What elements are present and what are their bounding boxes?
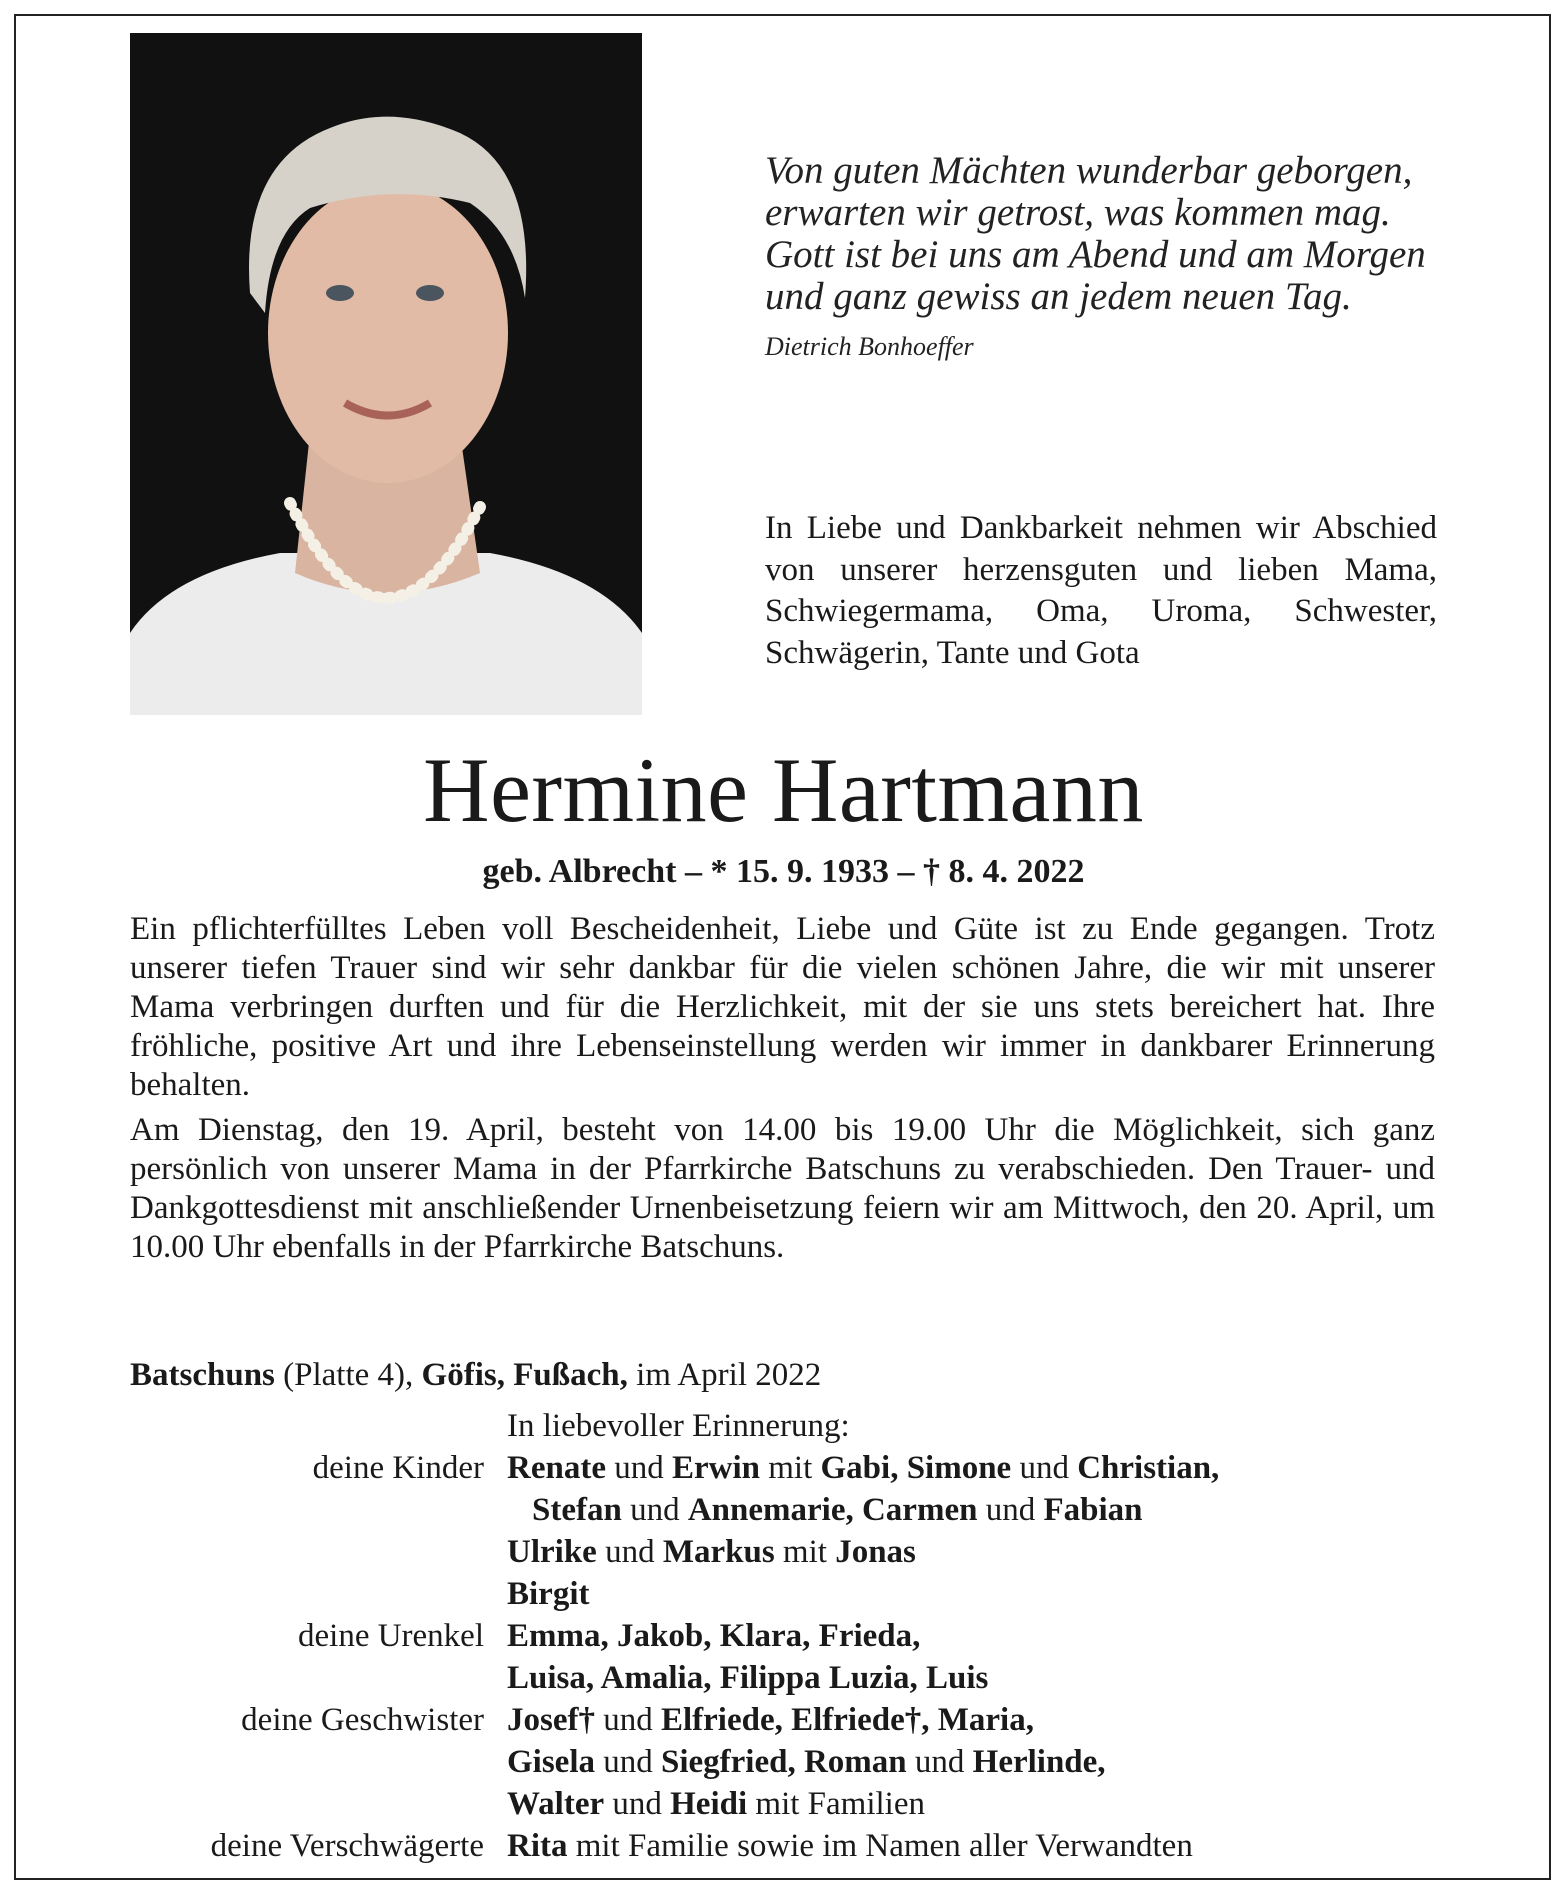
family-member-name: Annemarie, Carmen xyxy=(687,1492,978,1528)
family-row xyxy=(0,1783,1567,1825)
poem-line: und ganz gewiss an jedem neuen Tag. xyxy=(765,275,1352,318)
family-names xyxy=(507,1741,1106,1783)
family-member-name: Josef† xyxy=(507,1702,595,1738)
family-member-name: Siegfried, Roman xyxy=(661,1744,907,1780)
family-label: deine Kinder xyxy=(312,1450,484,1486)
place-town: Batschuns xyxy=(130,1357,275,1393)
family-member-name: Heidi xyxy=(670,1786,748,1822)
family-names xyxy=(507,1657,988,1699)
family-member-name: Christian, xyxy=(1077,1450,1220,1486)
family-member-name: Gabi, Simone xyxy=(820,1450,1012,1486)
family-label: deine Urenkel xyxy=(298,1618,484,1654)
family-member-name: Rita xyxy=(507,1828,568,1864)
family-row xyxy=(0,1447,1567,1489)
family-names xyxy=(507,1699,1034,1741)
family-row xyxy=(0,1825,1567,1867)
family-names xyxy=(507,1825,1193,1867)
obituary-body xyxy=(130,910,1435,1273)
family-member-name: Ulrike xyxy=(507,1534,597,1570)
family-member-name: Renate xyxy=(507,1450,606,1486)
poem-line: Von guten Mächten wunderbar geborgen, xyxy=(765,149,1413,192)
family-member-name: Herlinde, xyxy=(972,1744,1106,1780)
family-names xyxy=(532,1489,1143,1531)
family-connector: mit xyxy=(774,1534,836,1570)
body-paragraph: Ein pflichterfülltes Leben voll Bescheidenheit, Liebe und Güte ist zu Ende gegangen. Trotz unserer tiefen Trauer sind wir sehr dankbar für die vielen schönen Jahre, die wir mit unserer Mama verbringen durften und für die Herzlichkeit, mit der sie uns stets bereichert hat. Ihre fröhliche, positive Art und ihre Lebenseinstellung werden wir immer in dankbarer Erinnerung behalten. xyxy=(130,911,1435,1103)
family-connector: und xyxy=(621,1492,688,1528)
family-member-name: Elfriede, Elfriede†, Maria, xyxy=(660,1702,1034,1738)
family-label: deine Geschwister xyxy=(241,1702,484,1738)
birth-death-dates: geb. Albrecht – * 15. 9. 1933 – † 8. 4. 2022 xyxy=(482,853,1085,890)
family-connector: und xyxy=(596,1534,663,1570)
family-member-name: Jonas xyxy=(835,1534,916,1570)
family-row xyxy=(0,1531,1567,1573)
family-connector: und xyxy=(604,1786,671,1822)
family-names xyxy=(507,1783,925,1825)
place-towns: Göfis, Fußach, xyxy=(421,1357,628,1393)
family-row xyxy=(0,1699,1567,1741)
family-connector: und xyxy=(605,1450,672,1486)
family-connector: und xyxy=(1011,1450,1078,1486)
family-row xyxy=(0,1657,1567,1699)
place-date: im April 2022 xyxy=(627,1357,822,1393)
family-list xyxy=(0,1405,1567,1867)
family-names xyxy=(507,1573,589,1615)
family-member-name: Stefan xyxy=(532,1492,622,1528)
poem-line: erwarten wir getrost, was kommen mag. xyxy=(765,191,1391,234)
family-member-name: Birgit xyxy=(507,1576,590,1612)
family-connector: und xyxy=(977,1492,1044,1528)
family-connector: und xyxy=(594,1702,661,1738)
family-names xyxy=(507,1447,1219,1489)
family-label: deine Verschwägerte xyxy=(210,1828,484,1864)
poem-line: Gott ist bei uns am Abend und am Morgen xyxy=(765,233,1426,276)
family-row xyxy=(0,1405,1567,1447)
family-member-name: Gisela xyxy=(507,1744,595,1780)
place-detail: (Platte 4), xyxy=(274,1357,422,1393)
portrait-photo xyxy=(130,33,642,715)
body-paragraph: Am Dienstag, den 19. April, besteht von 14.00 bis 19.00 Uhr die Möglichkeit, sich ganz persönlich von unserer Mama in der Pfarrkirche Batschuns zu verabschieden. Den Trauer- und Dankgottesdienst mit anschließender Urnenbeisetzung feiern wir am Mittwoch, den 20. April, um 10.00 Uhr ebenfalls in der Pfarrkirche Batschuns. xyxy=(130,1112,1435,1265)
intro-text: In Liebe und Dankbarkeit nehmen wir Abschied von unserer herzensguten und lieben Mama, Schwiegermama, Oma, Uroma, Schwester, Schwägerin, Tante und Gota xyxy=(765,510,1437,671)
family-member-name: Erwin xyxy=(671,1450,760,1486)
family-row xyxy=(0,1489,1567,1531)
family-row xyxy=(0,1573,1567,1615)
family-connector: und xyxy=(595,1744,661,1780)
family-names xyxy=(507,1615,920,1657)
family-names xyxy=(507,1531,916,1573)
poem xyxy=(765,150,1485,362)
family-connector: mit Familien xyxy=(747,1786,925,1822)
family-connector: und xyxy=(906,1744,973,1780)
family-row xyxy=(0,1615,1567,1657)
family-row xyxy=(0,1741,1567,1783)
family-member-name: Luisa, Amalia, Filippa Luzia, Luis xyxy=(507,1660,989,1696)
family-connector: mit Familie sowie im Namen aller Verwandten xyxy=(567,1828,1193,1864)
place-and-date xyxy=(130,1355,1430,1395)
family-member-name: Emma, Jakob, Klara, Frieda, xyxy=(507,1618,921,1654)
family-member-name: Walter xyxy=(507,1786,605,1822)
family-heading: In liebevoller Erinnerung: xyxy=(507,1408,850,1444)
family-member-name: Fabian xyxy=(1043,1492,1143,1528)
poem-author: Dietrich Bonhoeffer xyxy=(765,332,974,361)
family-member-name: Markus xyxy=(662,1534,775,1570)
deceased-name: Hermine Hartmann xyxy=(423,739,1144,841)
family-connector: mit xyxy=(759,1450,821,1486)
